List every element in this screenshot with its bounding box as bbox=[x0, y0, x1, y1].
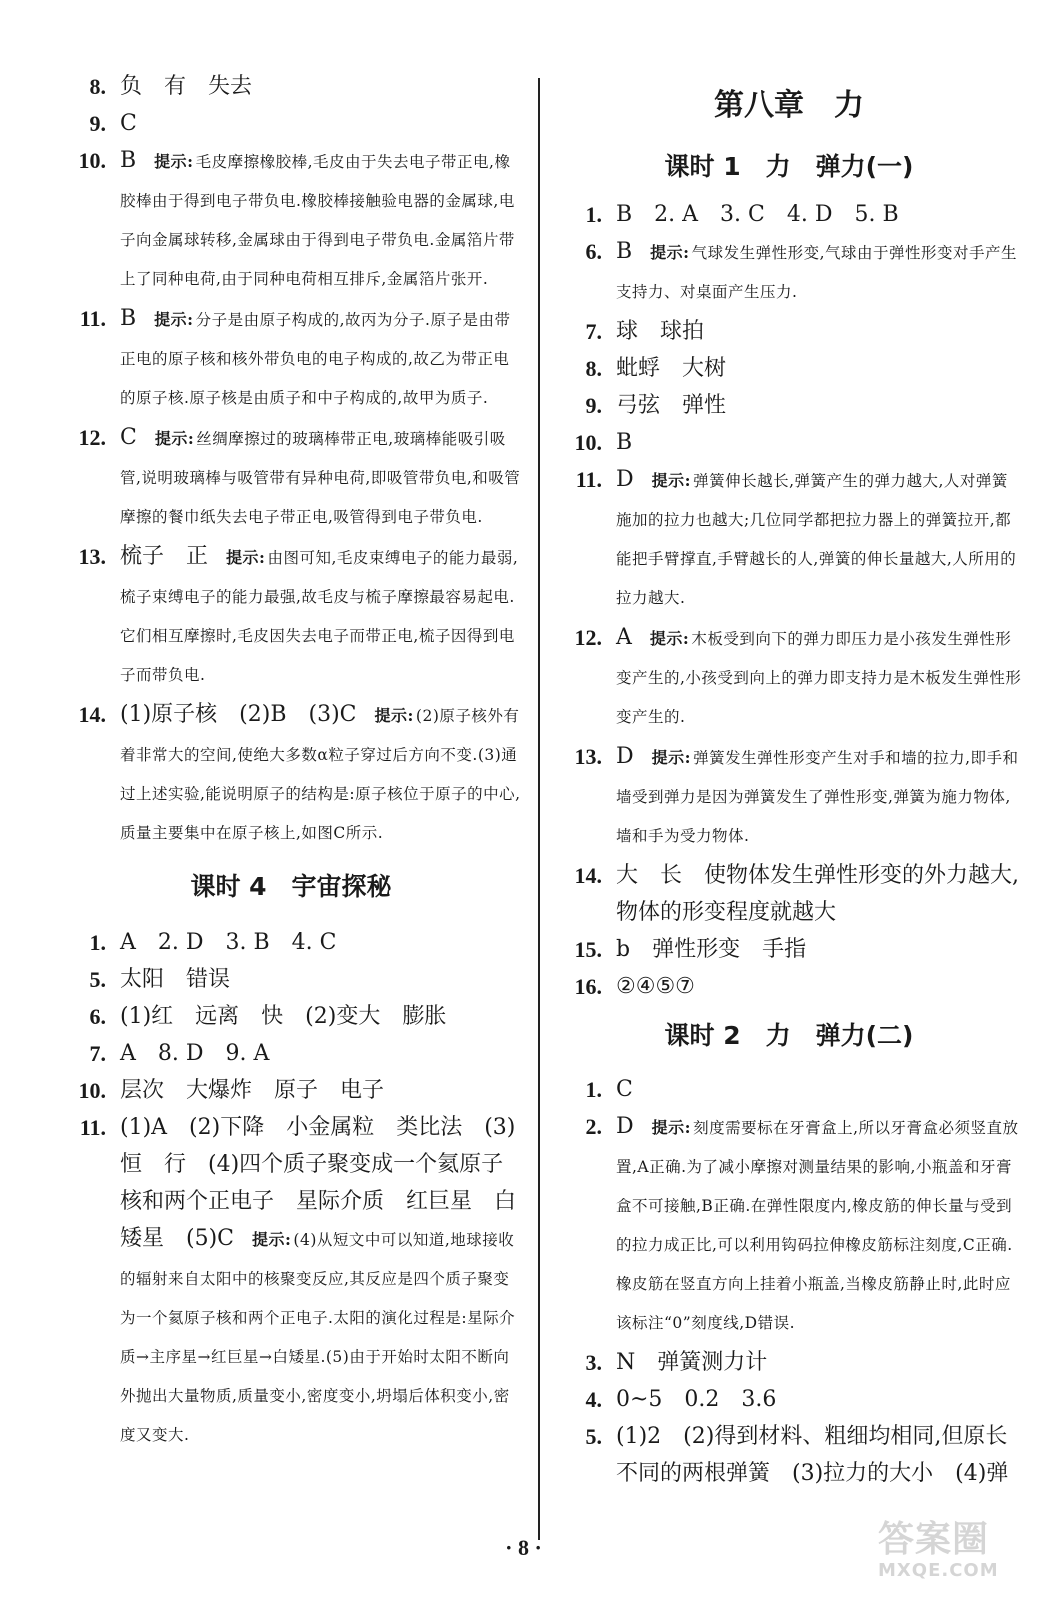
item-number: 16. bbox=[574, 974, 602, 999]
item-number: 3. bbox=[585, 1350, 602, 1375]
item-body bbox=[120, 300, 522, 417]
item-body bbox=[120, 696, 522, 852]
answer-text: B bbox=[616, 239, 633, 264]
item-number: 13. bbox=[78, 544, 106, 569]
item-body bbox=[120, 1072, 522, 1109]
item-body bbox=[616, 1108, 1022, 1342]
item-number: 1. bbox=[585, 1077, 602, 1102]
item-number: 6. bbox=[585, 239, 602, 264]
hint-label: 提示: bbox=[252, 1230, 292, 1249]
hint-text: 弹簧伸长越长,弹簧产生的弹力越大,人对弹簧施加的拉力也越大;几位同学都把拉力器上的弹簧拉开,都能把手臂撑直,手臂越长的人,弹簧的伸长量越大,人所用的拉力越大. bbox=[616, 472, 1017, 607]
item-body bbox=[616, 1344, 1022, 1381]
answer-text: (1)2 (2)得到材料、粗细均相同,但原长不同的两根弹簧 (3)拉力的大小 (4)弹 bbox=[616, 1424, 1009, 1486]
answer-item bbox=[60, 1072, 522, 1109]
item-number: 6. bbox=[89, 1004, 106, 1029]
item-number: 10. bbox=[574, 430, 602, 455]
item-number: 9. bbox=[585, 393, 602, 418]
section-title-lesson4: 课时 4 宇宙探秘 bbox=[190, 872, 392, 901]
answer-text: B bbox=[120, 306, 137, 331]
answer-text: N 弹簧测力计 bbox=[616, 1350, 768, 1375]
answer-text: (1)红 远离 快 (2)变大 膨胀 bbox=[120, 1004, 447, 1029]
item-number: 5. bbox=[585, 1424, 602, 1449]
answer-item bbox=[60, 300, 522, 417]
hint-label: 提示: bbox=[649, 629, 690, 648]
item-body bbox=[120, 538, 522, 694]
answer-item bbox=[556, 1108, 1022, 1342]
answer-item bbox=[556, 619, 1022, 736]
column-divider bbox=[538, 78, 540, 1540]
answer-text: C bbox=[616, 1077, 633, 1102]
item-number: 15. bbox=[574, 937, 602, 962]
hint-text: 刻度需要标在牙膏盒上,所以牙膏盒必须竖直放置,A正确.为了减小摩擦对测量结果的影响,小瓶盖和牙膏盒不可接触,B正确.在弹性限度内,橡皮筋的伸长量与受到的拉力成正比,可以利用钩码拉伸橡皮筋标注刻度,C正确.橡皮筋在竖直方向上挂着小瓶盖,当橡皮筋静止时,此时应该标注“0”刻度线,D错误. bbox=[616, 1119, 1019, 1332]
item-body bbox=[616, 968, 1022, 1005]
answer-item bbox=[556, 461, 1022, 617]
section-title-lesson1: 课时 1 力 弹力(一) bbox=[664, 152, 914, 181]
item-body bbox=[616, 387, 1022, 424]
item-body bbox=[120, 998, 522, 1035]
hint-text: 弹簧发生弹性形变产生对手和墙的拉力,即手和墙受到弹力是因为弹簧发生了弹性形变,弹簧为施力物体,墙和手为受力物体. bbox=[616, 749, 1019, 845]
chapter-title: 第八章 力 bbox=[714, 88, 864, 123]
item-number: 5. bbox=[89, 967, 106, 992]
page-number: · 8 · bbox=[505, 1535, 542, 1560]
answer-item bbox=[60, 419, 522, 536]
item-body bbox=[616, 857, 1022, 931]
answer-item bbox=[60, 142, 522, 298]
item-body bbox=[616, 1418, 1022, 1492]
answer-item bbox=[556, 387, 1022, 424]
item-number: 4. bbox=[585, 1387, 602, 1412]
answer-text: 球 球拍 bbox=[616, 319, 705, 344]
answer-text: A 8. D 9. A bbox=[120, 1041, 270, 1066]
hint-text: 丝绸摩擦过的玻璃棒带正电,玻璃棒能吸引吸管,说明玻璃棒与吸管带有异种电荷,即吸管带负电,和吸管摩擦的餐巾纸失去电子带正电,吸管得到电子带负电. bbox=[120, 430, 521, 526]
answer-text: B 2. A 3. C 4. D 5. B bbox=[616, 202, 899, 227]
answer-item bbox=[556, 1071, 1022, 1108]
hint bbox=[120, 311, 510, 407]
hint-label: 提示: bbox=[651, 748, 692, 767]
answer-text: b 弹性形变 手指 bbox=[616, 937, 807, 962]
answer-text: C bbox=[120, 425, 137, 450]
hint bbox=[120, 1231, 515, 1444]
hint bbox=[616, 1119, 1019, 1332]
hint bbox=[616, 244, 1017, 301]
answer-text: (1)原子核 (2)B (3)C bbox=[120, 702, 357, 727]
item-number: 1. bbox=[585, 202, 602, 227]
hint bbox=[120, 430, 520, 526]
answer-item bbox=[60, 998, 522, 1035]
answer-item bbox=[556, 1381, 1022, 1418]
answer-item bbox=[556, 968, 1022, 1005]
answer-text: A bbox=[616, 625, 632, 650]
answer-item bbox=[60, 1035, 522, 1072]
answer-item bbox=[60, 105, 522, 142]
item-number: 8. bbox=[585, 356, 602, 381]
hint-label: 提示: bbox=[651, 1118, 692, 1137]
item-body bbox=[616, 619, 1022, 736]
item-body bbox=[616, 233, 1022, 311]
answer-text: D bbox=[616, 1114, 634, 1139]
hint-label: 提示: bbox=[651, 471, 692, 490]
hint bbox=[616, 472, 1016, 607]
answer-item bbox=[60, 924, 522, 961]
item-body bbox=[616, 1071, 1022, 1108]
item-number: 7. bbox=[585, 319, 602, 344]
item-number: 11. bbox=[575, 467, 602, 492]
hint bbox=[120, 707, 521, 842]
item-body bbox=[120, 961, 522, 998]
answer-item bbox=[556, 313, 1022, 350]
right-column bbox=[556, 68, 1022, 1492]
hint-label: 提示: bbox=[226, 548, 266, 567]
item-number: 11. bbox=[79, 306, 106, 331]
answer-text: A 2. D 3. B 4. C bbox=[120, 930, 337, 955]
hint-text: 分子是由原子构成的,故丙为分子.原子是由带正电的原子核和核外带负电的电子构成的,故乙为带正电的原子核.原子核是由质子和中子构成的,故甲为质子. bbox=[120, 311, 511, 407]
item-number: 12. bbox=[78, 425, 106, 450]
answer-text: 太阳 错误 bbox=[120, 967, 231, 992]
hint-text: 由图可知,毛皮束缚电子的能力最弱,梳子束缚电子的能力最强,故毛皮与梳子摩擦最容易起电.它们相互摩擦时,毛皮因失去电子而带正电,梳子因得到电子而带负电. bbox=[120, 549, 519, 684]
answer-item bbox=[556, 424, 1022, 461]
answer-item bbox=[60, 961, 522, 998]
answer-item bbox=[60, 538, 522, 694]
answer-item bbox=[60, 696, 522, 852]
answer-text: (1)A (2)下降 小金属粒 类比法 (3)恒 行 (4)四个质子聚变成一个氦原子核和两个正电子 星际介质 红巨星 白矮星 (5)C bbox=[120, 1115, 517, 1251]
watermark-url: MXQE.COM bbox=[878, 1560, 999, 1581]
item-body bbox=[120, 105, 522, 142]
hint bbox=[616, 630, 1021, 726]
answer-text: B bbox=[120, 148, 137, 173]
answer-item bbox=[556, 196, 1022, 233]
item-number: 14. bbox=[78, 702, 106, 727]
answer-text: B bbox=[616, 430, 633, 455]
item-number: 11. bbox=[79, 1115, 106, 1140]
item-number: 14. bbox=[574, 863, 602, 888]
answer-item bbox=[556, 857, 1022, 931]
item-body bbox=[616, 313, 1022, 350]
item-body bbox=[120, 142, 522, 298]
answer-item bbox=[556, 233, 1022, 311]
hint bbox=[120, 153, 515, 288]
item-body bbox=[616, 424, 1022, 461]
answer-text: 弓弦 弹性 bbox=[616, 393, 727, 418]
section-title-lesson2: 课时 2 力 弹力(二) bbox=[664, 1021, 914, 1050]
hint-label: 提示: bbox=[154, 310, 194, 329]
answer-item bbox=[60, 68, 522, 105]
answer-text: 蚍蜉 大树 bbox=[616, 356, 727, 381]
item-number: 7. bbox=[89, 1041, 106, 1066]
answer-item bbox=[556, 931, 1022, 968]
item-body bbox=[120, 419, 522, 536]
item-body bbox=[120, 68, 522, 105]
hint-text: 木板受到向下的弹力即压力是小孩发生弹性形变产生的,小孩受到向上的弹力即支持力是木板发生弹性形变产生的. bbox=[616, 630, 1022, 726]
hint-label: 提示: bbox=[374, 706, 414, 725]
item-body bbox=[616, 1381, 1022, 1418]
item-number: 2. bbox=[585, 1114, 602, 1139]
answer-item bbox=[556, 1344, 1022, 1381]
hint-label: 提示: bbox=[154, 152, 194, 171]
answer-text: D bbox=[616, 744, 634, 769]
hint-label: 提示: bbox=[154, 429, 195, 448]
answer-item bbox=[556, 738, 1022, 855]
item-body bbox=[120, 924, 522, 961]
item-body bbox=[120, 1109, 522, 1454]
item-body bbox=[616, 196, 1022, 233]
hint-text: 毛皮摩擦橡胶棒,毛皮由于失去电子带正电,橡胶棒由于得到电子带负电.橡胶棒接触验电器的金属球,电子向金属球转移,金属球由于得到电子带负电.金属箔片带上了同种电荷,由于同种电荷相互排斥,金属箔片张开. bbox=[120, 153, 515, 288]
hint-text: (4)从短文中可以知道,地球接收的辐射来自太阳中的核聚变反应,其反应是四个质子聚变为一个氦原子核和两个正电子.太阳的演化过程是:星际介质→主序星→红巨星→白矮星.(5)由于开始时太阳不断向外抛出大量物质,质量变小,密度变小,坍塌后体积变小,密度又变大. bbox=[120, 1231, 516, 1444]
answer-text: 梳子 正 bbox=[120, 544, 209, 569]
answer-text: 大 长 使物体发生弹性形变的外力越大,物体的形变程度就越大 bbox=[616, 863, 1019, 925]
answer-text: 0~5 0.2 3.6 bbox=[616, 1387, 777, 1412]
item-number: 8. bbox=[89, 74, 106, 99]
item-body bbox=[616, 931, 1022, 968]
watermark-title: 答案圈 bbox=[878, 1519, 990, 1560]
item-body bbox=[616, 461, 1022, 617]
answer-item bbox=[556, 350, 1022, 387]
watermark-logo bbox=[878, 1520, 1028, 1584]
hint-label: 提示: bbox=[650, 243, 690, 262]
answer-text: ②④⑤⑦ bbox=[616, 974, 695, 999]
hint bbox=[616, 749, 1019, 845]
item-number: 9. bbox=[89, 111, 106, 136]
item-number: 10. bbox=[78, 148, 106, 173]
answer-text: C bbox=[120, 111, 137, 136]
hint-text: (2)原子核外有着非常大的空间,使绝大多数α粒子穿过后方向不变.(3)通过上述实验,能说明原子的结构是:原子核位于原子的中心,质量主要集中在原子核上,如图C所示. bbox=[120, 707, 521, 842]
item-body bbox=[120, 1035, 522, 1072]
left-column bbox=[60, 68, 522, 1456]
answer-text: D bbox=[616, 467, 634, 492]
item-number: 12. bbox=[574, 625, 602, 650]
item-number: 1. bbox=[89, 930, 106, 955]
answer-item bbox=[556, 1418, 1022, 1492]
item-number: 13. bbox=[574, 744, 602, 769]
item-body bbox=[616, 350, 1022, 387]
hint-text: 气球发生弹性形变,气球由于弹性形变对手产生支持力、对桌面产生压力. bbox=[616, 244, 1018, 301]
answer-text: 负 有 失去 bbox=[120, 74, 253, 99]
hint bbox=[120, 549, 518, 684]
answer-item bbox=[60, 1109, 522, 1454]
item-body bbox=[616, 738, 1022, 855]
answer-text: 层次 大爆炸 原子 电子 bbox=[120, 1078, 385, 1103]
item-number: 10. bbox=[78, 1078, 106, 1103]
